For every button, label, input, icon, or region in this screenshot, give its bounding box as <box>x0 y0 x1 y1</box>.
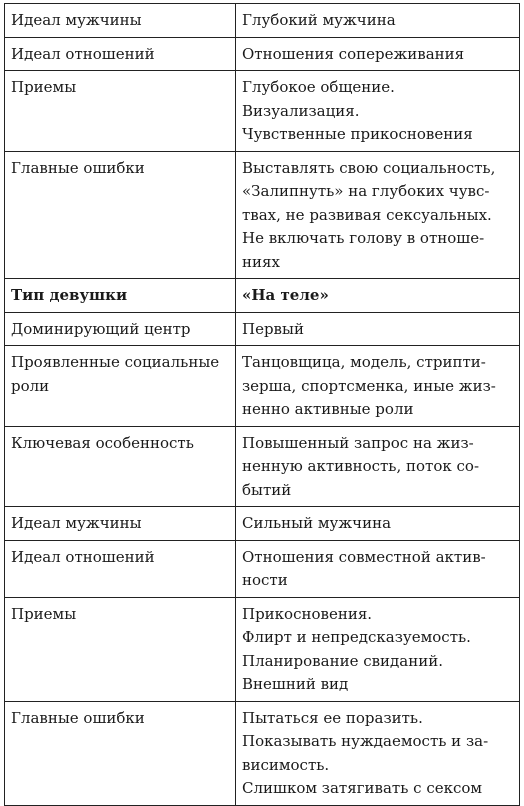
row-label-cell <box>5 701 236 805</box>
row-value-line: Не включать голову в отноше- <box>242 229 485 247</box>
row-value-line: Показывать нуждаемость и за- <box>242 732 489 750</box>
table-row <box>5 597 520 701</box>
row-label-cell <box>5 71 236 152</box>
table-row <box>5 37 520 71</box>
table-body <box>5 4 520 806</box>
row-value-line: Планирование свиданий. <box>242 651 443 670</box>
row-value-line: Отношения совместной актив- <box>242 547 486 566</box>
row-label-cell <box>5 151 236 279</box>
row-value-line: «На теле» <box>242 286 329 304</box>
row-value-line: ненно активные роли <box>242 400 414 418</box>
row-value-line: Отношения сопереживания <box>242 44 465 63</box>
row-value-line: Сильный мужчина <box>242 514 392 532</box>
row-label-cell <box>5 597 236 701</box>
row-label-cell <box>5 346 236 427</box>
row-value-line: ненную активность, поток со- <box>242 457 480 475</box>
row-label-line: Приемы <box>11 78 77 96</box>
row-label-line: Идеал отношений <box>11 547 155 566</box>
document-table <box>4 3 520 806</box>
row-label-line: Доминирующий центр <box>11 319 191 338</box>
row-label-line: Идеал отношений <box>11 44 155 63</box>
row-value-cell <box>236 597 520 701</box>
row-label-cell <box>5 540 236 597</box>
row-label-cell <box>5 507 236 541</box>
table-row <box>5 701 520 805</box>
row-label-cell <box>5 37 236 71</box>
row-label-line: роли <box>11 376 50 395</box>
row-value-line: зерша, спортсменка, иные жиз- <box>242 376 496 395</box>
row-value-line: ниях <box>242 252 280 271</box>
row-value-line: Повышенный запрос на жиз- <box>242 433 474 452</box>
row-label-line: Приемы <box>11 604 77 623</box>
table-row <box>5 507 520 541</box>
row-value-line: Визуализация. <box>242 101 360 120</box>
table-row <box>5 540 520 597</box>
row-label-line: Тип девушки <box>11 286 128 304</box>
row-value-line: «Залипнуть» на глубоких чувс- <box>242 182 490 200</box>
row-value-cell <box>236 71 520 152</box>
row-value-line: Прикосновения. <box>242 604 373 623</box>
table-row <box>5 312 520 346</box>
row-value-cell <box>236 4 520 38</box>
table-row <box>5 426 520 507</box>
row-value-cell <box>236 507 520 541</box>
row-label-line: Идеал мужчины <box>11 514 142 532</box>
row-value-cell <box>236 426 520 507</box>
row-value-cell <box>236 312 520 346</box>
table-row <box>5 151 520 279</box>
row-label-line: Ключевая особенность <box>11 433 194 452</box>
row-label-cell <box>5 312 236 346</box>
row-label-cell <box>5 4 236 38</box>
row-value-line: Глубокое общение. <box>242 78 395 96</box>
row-value-cell <box>236 540 520 597</box>
row-value-line: Флирт и непредсказуемость. <box>242 628 471 646</box>
row-value-cell <box>236 151 520 279</box>
table-row <box>5 279 520 313</box>
row-value-line: Слишком затягивать с сексом <box>242 779 483 797</box>
row-value-line: Первый <box>242 319 304 338</box>
row-value-line: Выставлять свою социальность, <box>242 158 496 177</box>
row-value-line: Пытаться ее поразить. <box>242 708 423 727</box>
row-value-cell <box>236 37 520 71</box>
row-label-line: Главные ошибки <box>11 158 145 177</box>
row-value-cell <box>236 701 520 805</box>
row-value-line: ности <box>242 571 288 589</box>
table-row <box>5 346 520 427</box>
table-row <box>5 71 520 152</box>
row-value-line: висимость. <box>242 755 330 774</box>
row-value-cell <box>236 346 520 427</box>
row-label-cell <box>5 279 236 313</box>
row-value-line: бытий <box>242 480 292 499</box>
row-value-line: Чувственные прикосновения <box>242 125 473 143</box>
row-label-cell <box>5 426 236 507</box>
row-label-line: Главные ошибки <box>11 708 145 727</box>
row-label-line: Идеал мужчины <box>11 11 142 29</box>
row-value-line: Глубокий мужчина <box>242 11 396 29</box>
table-row <box>5 4 520 38</box>
row-value-line: твах, не развивая сексуальных. <box>242 205 492 224</box>
row-value-line: Танцовщица, модель, стрипти- <box>242 353 486 371</box>
row-value-cell <box>236 279 520 313</box>
row-value-line: Внешний вид <box>242 675 349 693</box>
row-label-line: Проявленные социальные <box>11 353 220 371</box>
